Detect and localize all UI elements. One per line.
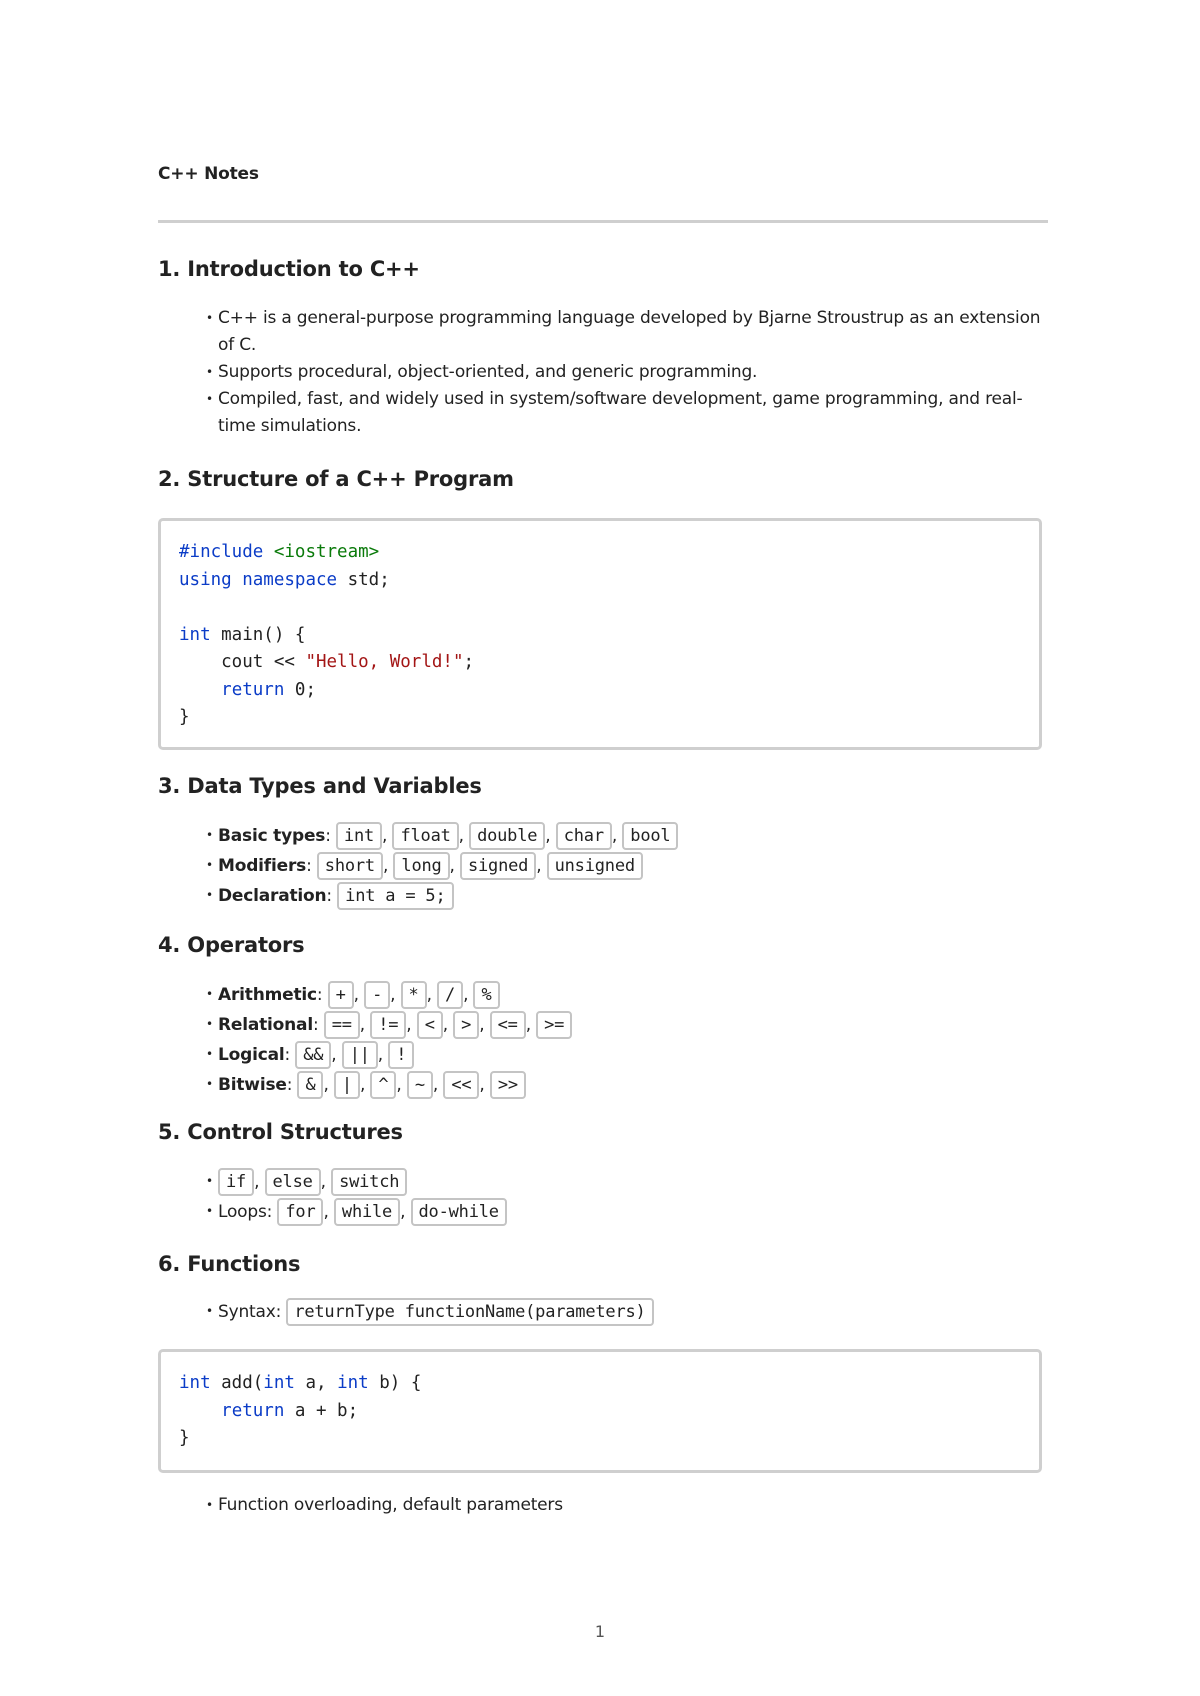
inline-code: ^ (370, 1071, 396, 1099)
heading-structure: 2. Structure of a C++ Program (158, 467, 514, 491)
list-label: Bitwise (218, 1075, 287, 1095)
inline-code: || (342, 1041, 378, 1069)
inline-code: << (443, 1071, 479, 1099)
list-label: Logical (218, 1045, 285, 1065)
list-label: Declaration (218, 886, 327, 906)
code-text: add( (210, 1373, 264, 1393)
code-keyword: return (221, 679, 285, 700)
list-label: Loops: (218, 1202, 273, 1222)
inline-code: returnType functionName(parameters) (286, 1298, 653, 1326)
list-item (206, 1298, 1046, 1326)
code-keyword: int (179, 1373, 211, 1393)
code-text: 0; (284, 679, 316, 700)
code-text: cout << (179, 652, 306, 672)
inline-code: if (218, 1168, 254, 1196)
code-header: <iostream> (273, 542, 380, 562)
list-item: • Relational: == , != , < , > , <= , >= (206, 1011, 1046, 1039)
title-divider (158, 220, 1048, 223)
code-keyword: int (337, 1373, 369, 1393)
list-item: • Compiled, fast, and widely used in system/software development, game programming, and real-time simulations. (206, 386, 1046, 440)
code-text: } (179, 1428, 190, 1448)
inline-code: & (297, 1071, 323, 1099)
inline-code: double (469, 822, 545, 850)
list-item: • Bitwise: & , | , ^ , ~ , << , >> (206, 1071, 1046, 1099)
inline-code: unsigned (547, 852, 643, 880)
document-title: C++ Notes (158, 164, 259, 184)
inline-code: ~ (407, 1071, 433, 1099)
inline-code: switch (331, 1168, 407, 1196)
inline-code: && (295, 1041, 331, 1069)
inline-code: >> (490, 1071, 526, 1099)
inline-code: / (437, 981, 463, 1009)
inline-code: else (265, 1168, 321, 1196)
inline-code: < (417, 1011, 443, 1039)
list-item: • Loops: for , while , do-while (206, 1198, 1046, 1226)
inline-code: int a = 5; (337, 882, 453, 910)
inline-code: + (328, 981, 354, 1009)
list-label: Syntax: (218, 1302, 282, 1322)
list-item: • Declaration: int a = 5; (206, 882, 1046, 910)
inline-code: % (473, 981, 499, 1009)
page-number: 1 (594, 1622, 606, 1641)
inline-code: - (364, 981, 390, 1009)
heading-introduction: 1. Introduction to C++ (158, 257, 420, 281)
list-item: • Arithmetic: + , - , * , / , % (206, 981, 1046, 1009)
heading-control-structures: 5. Control Structures (158, 1120, 403, 1144)
list-label: Arithmetic (218, 985, 317, 1005)
control-list (206, 1168, 1046, 1226)
inline-code: char (556, 822, 612, 850)
code-block-add-function (158, 1349, 1042, 1473)
code-text: ; (463, 652, 475, 672)
datatypes-list (206, 822, 1046, 910)
code-text: a + b; (284, 1400, 359, 1421)
inline-code: signed (460, 852, 536, 880)
code-keyword: using (179, 569, 232, 590)
inline-code: while (334, 1198, 400, 1226)
code-string: "Hello, World!" (305, 652, 464, 672)
inline-code: | (334, 1071, 360, 1099)
inline-code: int (336, 822, 382, 850)
heading-functions: 6. Functions (158, 1252, 301, 1276)
functions-extra-list (206, 1492, 1046, 1519)
list-item: • Basic types: int , float , double , char , bool (206, 822, 1046, 850)
inline-code: do-while (411, 1198, 507, 1226)
code-text: main() { (210, 624, 306, 645)
heading-datatypes: 3. Data Types and Variables (158, 774, 482, 798)
list-label: Modifiers (218, 856, 307, 876)
list-item: • Logical: && , || , ! (206, 1041, 1046, 1069)
functions-list (206, 1298, 1046, 1326)
inline-code: > (453, 1011, 479, 1039)
code-keyword: int (263, 1373, 295, 1393)
inline-code: bool (622, 822, 678, 850)
code-directive: #include (179, 542, 264, 562)
code-text: b) { (368, 1373, 422, 1393)
list-item: • if , else , switch (206, 1168, 1046, 1196)
operators-list (206, 981, 1046, 1099)
intro-list (206, 305, 1046, 440)
inline-code: == (324, 1011, 360, 1039)
inline-code: ! (388, 1041, 414, 1069)
inline-code: <= (490, 1011, 526, 1039)
code-indent (179, 1401, 221, 1421)
inline-code: != (370, 1011, 406, 1039)
code-text: std; (337, 569, 390, 590)
inline-code: short (317, 852, 383, 880)
code-keyword: int (179, 624, 211, 645)
list-item: • Modifiers: short , long , signed , unsigned (206, 852, 1046, 880)
code-text: } (179, 707, 190, 727)
inline-code: >= (536, 1011, 572, 1039)
inline-code: * (401, 981, 427, 1009)
code-block-hello-world (158, 518, 1042, 750)
list-label: Relational (218, 1015, 313, 1035)
list-item: • C++ is a general-purpose programming language developed by Bjarne Stroustrup as an extension of C. (206, 305, 1046, 359)
inline-code: for (277, 1198, 323, 1226)
list-label: Basic types (218, 826, 326, 846)
list-item: • Function overloading, default parameters (206, 1492, 1046, 1519)
code-keyword: namespace (242, 569, 338, 590)
inline-code: float (392, 822, 458, 850)
heading-operators: 4. Operators (158, 933, 305, 957)
list-item: • Supports procedural, object-oriented, and generic programming. (206, 359, 1046, 386)
inline-code: long (393, 852, 449, 880)
code-text: a, (294, 1373, 338, 1393)
code-indent (179, 680, 221, 700)
code-keyword: return (221, 1400, 285, 1421)
